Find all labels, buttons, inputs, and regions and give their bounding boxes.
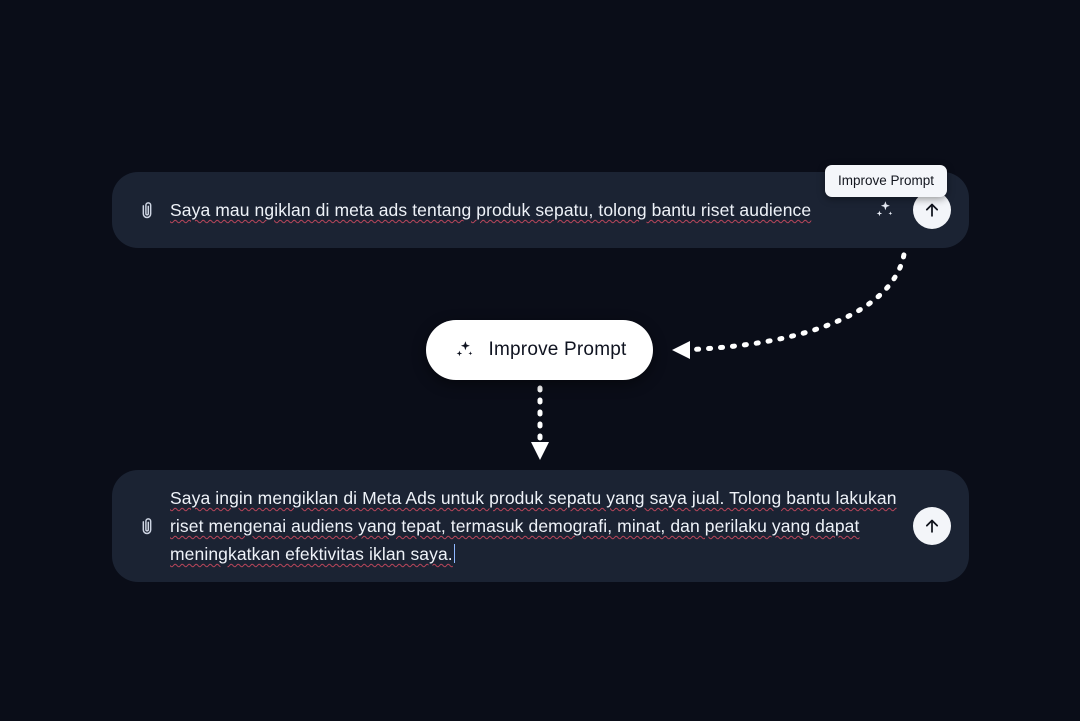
callout-improve-prompt[interactable] [426, 320, 653, 380]
tooltip-improve-prompt [825, 165, 947, 197]
callout-label: Improve Prompt [488, 339, 627, 360]
prompt-improved-text[interactable] [170, 484, 913, 568]
sparkle-icon [453, 338, 477, 362]
tooltip-label: Improve Prompt [838, 173, 935, 188]
send-button-improved[interactable] [913, 507, 951, 545]
prompt-improved-controls [913, 507, 951, 545]
paperclip-icon[interactable] [134, 513, 160, 539]
text-caret [454, 544, 456, 563]
prompt-input-improved[interactable] [112, 470, 969, 582]
prompt-improved-value: Saya ingin mengiklan di Meta Ads untuk produk sepatu yang saya jual. Tolong bantu lakukan riset mengenai audiens yang tepat, termasuk demografi, minat, dan perilaku yang dapat meningkatkan efektivitas iklan saya. [170, 488, 897, 564]
paperclip-icon[interactable] [134, 197, 160, 223]
sparkle-icon[interactable] [871, 196, 899, 224]
prompt-original-text[interactable]: Saya mau ngiklan di meta ads tentang produk sepatu, tolong bantu riset audience [170, 200, 812, 220]
